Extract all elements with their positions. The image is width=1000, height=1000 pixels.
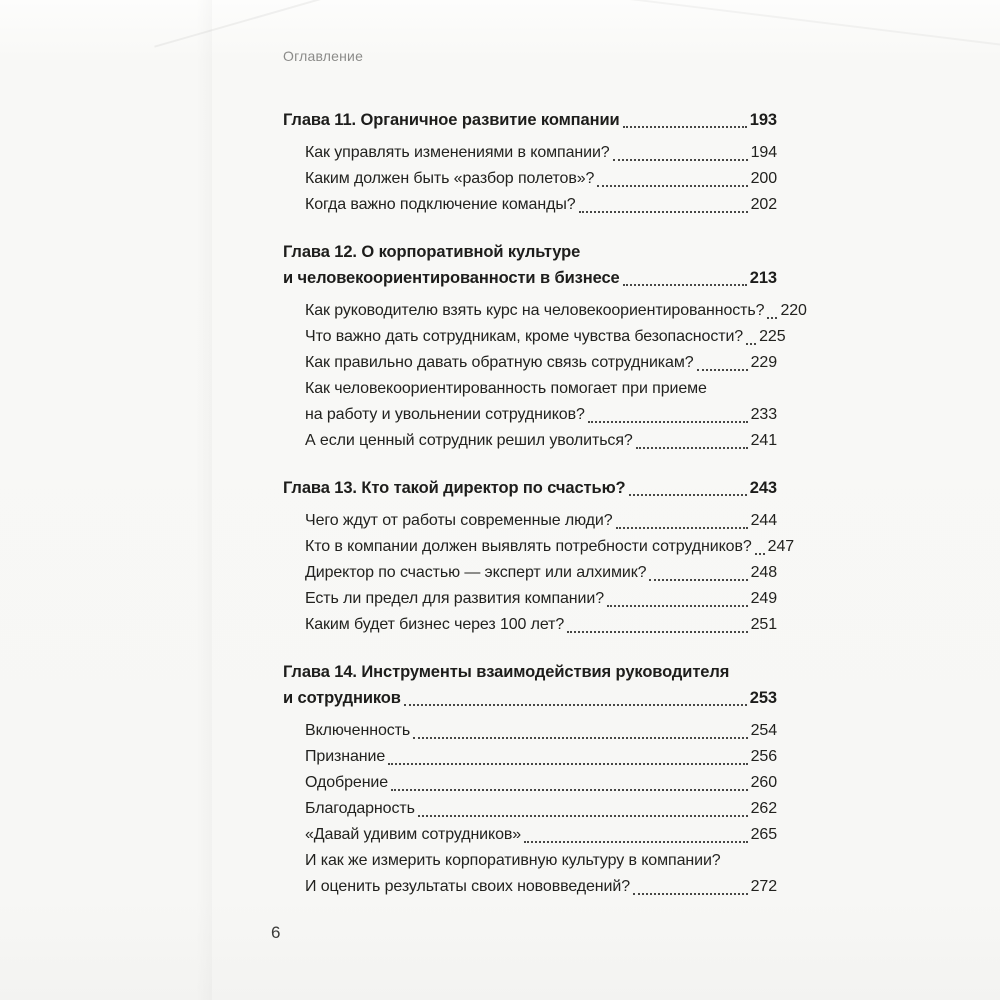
toc-entry [283,166,777,192]
toc-section [283,475,795,638]
page-edge-shadow [196,0,212,1000]
entry-line [305,612,777,638]
entry-page-number: 241 [750,432,777,449]
toc-entry [283,376,777,428]
entry-line [305,796,777,822]
footer-page-number: 6 [271,923,281,942]
dot-leader [649,560,747,581]
toc-entry [283,140,777,166]
entry-title: и человекоориентированности в бизнесе [283,269,620,287]
entry-line [305,376,777,402]
dot-leader [597,166,747,187]
entry-page-number: 254 [750,722,777,739]
dot-leader [413,718,747,739]
entry-title: А если ценный сотрудник решил уволиться? [305,432,633,449]
entry-title: Благодарность [305,800,415,817]
entry-page-number: 202 [750,196,777,213]
entry-title: Включенность [305,722,411,739]
entry-line [283,659,777,685]
toc-entry [283,560,777,586]
entry-line [305,848,777,874]
entry-page-number: 244 [750,512,777,529]
dot-leader [623,265,747,286]
entry-page-number: 194 [750,144,777,161]
entry-line [305,508,777,534]
toc-entry [283,744,777,770]
entry-title: Есть ли предел для развития компании? [305,590,605,607]
toc-page [283,48,807,900]
entry-title: И оценить результаты своих нововведений? [305,878,631,895]
entry-title: Глава 14. Инструменты взаимодействия руководителя [283,663,730,681]
entry-page-number: 247 [767,538,795,555]
dot-leader [418,796,748,817]
entry-line [305,534,795,560]
dot-leader [697,350,748,371]
toc-entry [283,192,777,218]
dot-leader [633,874,748,895]
toc-entry [283,796,777,822]
entry-title: на работу и увольнении сотрудников? [305,406,585,423]
photo-corner-artifact [611,0,1000,50]
dot-leader [607,586,748,607]
entry-page-number: 225 [759,328,786,345]
toc-entry [283,612,777,638]
dot-leader [388,744,747,765]
entry-title: Глава 13. Кто такой директор по счастью? [283,479,626,497]
chapter-entry [283,475,777,501]
toc-entry [283,508,777,534]
toc-entry [283,324,786,350]
dot-leader [616,508,748,529]
toc-entry [283,822,777,848]
dot-leader [767,298,777,319]
entry-page-number: 248 [750,564,777,581]
toc-section [283,659,777,900]
entry-title: Как человекоориентированность помогает при приеме [305,380,707,397]
entry-title: Глава 11. Органичное развитие компании [283,111,620,129]
entry-page-number: 256 [750,748,777,765]
entry-line [305,192,777,218]
entry-line [305,350,777,376]
toc [283,107,807,900]
entry-title: Когда важно подключение команды? [305,196,576,213]
entry-line [283,239,777,265]
entry-title: Каким будет бизнес через 100 лет? [305,616,565,633]
entry-title: Что важно дать сотрудникам, кроме чувства безопасности? [305,328,744,345]
toc-entry [283,770,777,796]
dot-leader [579,192,748,213]
toc-entry [283,350,777,376]
dot-leader [524,822,748,843]
entry-page-number: 272 [750,878,777,895]
dot-leader [567,612,747,633]
toc-entry [283,428,777,454]
dot-leader [629,475,747,496]
entry-page-number: 262 [750,800,777,817]
entry-page-number: 253 [749,689,777,707]
entry-title: Директор по счастью — эксперт или алхимик? [305,564,647,581]
entry-title: Признание [305,748,386,765]
entry-line [305,560,777,586]
entry-title: и сотрудников [283,689,401,707]
entry-page-number: 200 [750,170,777,187]
entry-page-number: 243 [749,479,777,497]
entry-line [283,265,777,291]
entry-page-number: 220 [780,302,807,319]
entry-title: Как правильно давать обратную связь сотрудникам? [305,354,694,371]
entry-page-number: 229 [750,354,777,371]
toc-entry [283,586,777,612]
chapter-entry [283,659,777,711]
chapter-entry [283,107,777,133]
dot-leader [755,534,765,555]
dot-leader [623,107,747,128]
entry-line [305,428,777,454]
entry-page-number: 260 [750,774,777,791]
photo-corner-artifact [154,0,376,48]
entry-page-number: 265 [750,826,777,843]
entry-line [305,822,777,848]
entry-line [283,475,777,501]
entry-page-number: 251 [750,616,777,633]
entry-line [305,402,777,428]
entry-line [283,685,777,711]
entry-line [305,140,777,166]
entry-title: Как руководителю взять курс на человекоориентированность? [305,302,765,319]
entry-line [305,298,807,324]
dot-leader [404,685,747,706]
entry-title: Чего ждут от работы современные люди? [305,512,613,529]
toc-section [283,239,807,454]
entry-title: Глава 12. О корпоративной культуре [283,243,581,261]
dot-leader [588,402,748,423]
entry-line [305,874,777,900]
dot-leader [746,324,756,345]
entry-title: Как управлять изменениями в компании? [305,144,610,161]
entry-page-number: 233 [750,406,777,423]
entry-title: И как же измерить корпоративную культуру в компании? [305,852,721,869]
entry-title: Каким должен быть «разбор полетов»? [305,170,595,187]
entry-page-number: 193 [749,111,777,129]
entry-line [305,586,777,612]
chapter-entry [283,239,777,291]
entry-line [305,324,786,350]
entry-line [283,107,777,133]
entry-line [305,166,777,192]
dot-leader [613,140,748,161]
toc-section [283,107,777,218]
entry-line [305,718,777,744]
toc-entry [283,534,795,560]
dot-leader [391,770,748,791]
running-header: Оглавление [283,48,364,64]
entry-page-number: 249 [750,590,777,607]
entry-page-number: 213 [749,269,777,287]
toc-entry [283,848,777,900]
entry-title: «Давай удивим сотрудников» [305,826,522,843]
dot-leader [636,428,748,449]
entry-title: Кто в компании должен выявлять потребности сотрудников? [305,538,752,555]
entry-line [305,744,777,770]
entry-line [305,770,777,796]
entry-title: Одобрение [305,774,389,791]
toc-entry [283,298,807,324]
toc-entry [283,718,777,744]
